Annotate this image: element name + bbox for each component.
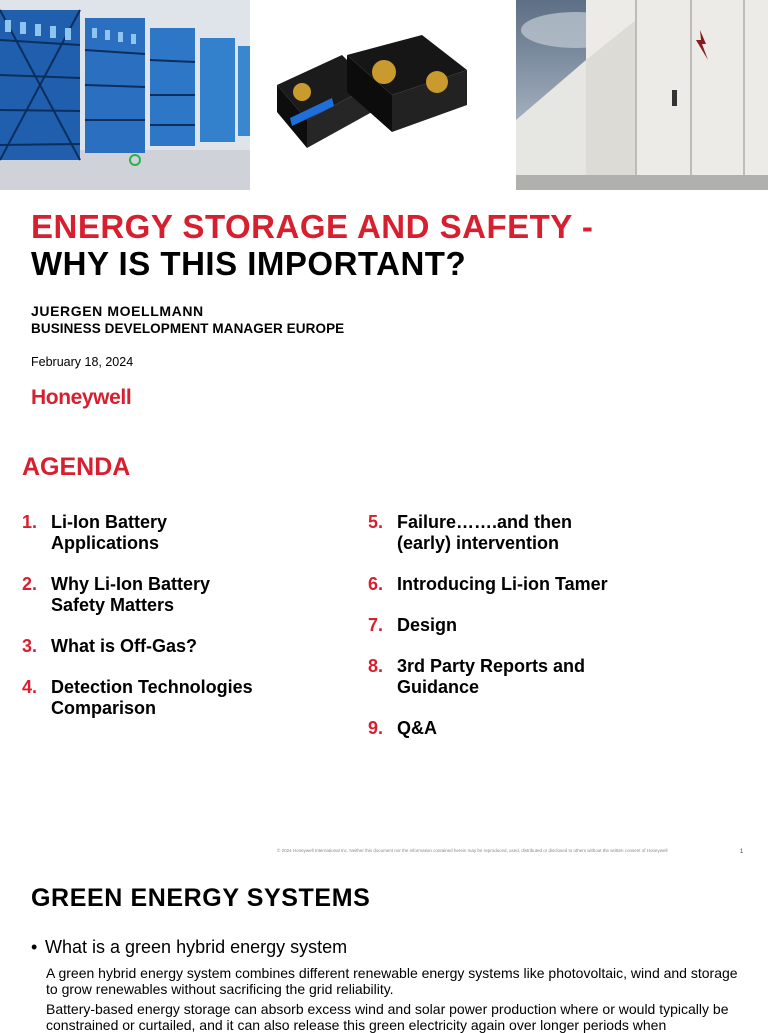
bullet-dot-icon: • — [31, 937, 38, 957]
agenda-item-text: Q&A — [397, 718, 437, 738]
agenda-item-text: Why Li-Ion Battery Safety Matters — [51, 574, 211, 615]
agenda-list-left — [22, 512, 322, 739]
agenda-item — [22, 677, 322, 719]
agenda-item-number: 2. — [22, 574, 38, 594]
agenda-item — [368, 656, 698, 698]
agenda-item — [22, 574, 322, 616]
agenda-item — [22, 512, 322, 554]
agenda-item-number: 8. — [368, 656, 384, 676]
agenda-item-text: Li-Ion Battery Applications — [51, 512, 168, 553]
agenda-item-number: 6. — [368, 574, 384, 594]
slide-title-line2: WHY IS THIS IMPORTANT? — [31, 245, 467, 282]
agenda-item-text: What is Off-Gas? — [51, 636, 198, 656]
presentation-date: February 18, 2024 — [31, 355, 134, 369]
agenda-item-text: Design — [397, 615, 458, 635]
agenda-item-text: Failure…….and then (early) intervention — [397, 512, 573, 553]
agenda-item-number: 1. — [22, 512, 38, 532]
slide-title-line1: ENERGY STORAGE AND SAFETY - — [31, 208, 594, 245]
agenda-item-number: 9. — [368, 718, 384, 738]
agenda-item-number: 5. — [368, 512, 384, 532]
bullet-item — [31, 937, 347, 958]
paragraph: A green hybrid energy system combines different renewable energy systems like photovoltaic, wind and storage to grow renewables without sacrificing the grid reliability. — [46, 965, 738, 997]
paragraph: Battery-based energy storage can absorb excess wind and solar power production where or would typically be constrained or curtailed, and it can also release this green electricity again over longer periods when — [46, 1001, 729, 1033]
bullet-text: What is a green hybrid energy system — [45, 937, 348, 957]
agenda-item — [22, 636, 322, 657]
agenda-item-number: 3. — [22, 636, 38, 656]
agenda-item — [368, 512, 698, 554]
page-number: 1 — [740, 849, 744, 855]
presenter-role: BUSINESS DEVELOPMENT MANAGER EUROPE — [31, 321, 345, 336]
agenda-item — [368, 574, 698, 595]
agenda-item-number: 4. — [22, 677, 38, 697]
section-title: GREEN ENERGY SYSTEMS — [31, 884, 371, 912]
agenda-item-number: 7. — [368, 615, 384, 635]
agenda-item — [368, 718, 698, 739]
battery-storage-containers-photo — [516, 0, 768, 190]
agenda-item-text: Introducing Li-ion Tamer — [397, 574, 608, 594]
agenda-title: AGENDA — [22, 453, 131, 481]
copyright-notice: © 2024 Honeywell International Inc. Neither this document nor the information contained herein may be reproduced, used, distributed or disclosed to others without the written consent of Honeywell — [277, 848, 668, 853]
battery-racks-photo — [0, 0, 250, 190]
honeywell-logo: Honeywell — [31, 386, 132, 409]
agenda-list-right — [368, 512, 698, 759]
presenter-name: JUERGEN MOELLMANN — [31, 303, 204, 319]
agenda-item-text: 3rd Party Reports and Guidance — [397, 656, 586, 697]
agenda-item-text: Detection Technologies Comparison — [51, 677, 253, 718]
agenda-item — [368, 615, 698, 636]
li-ion-tamer-sensors-photo — [262, 0, 484, 190]
